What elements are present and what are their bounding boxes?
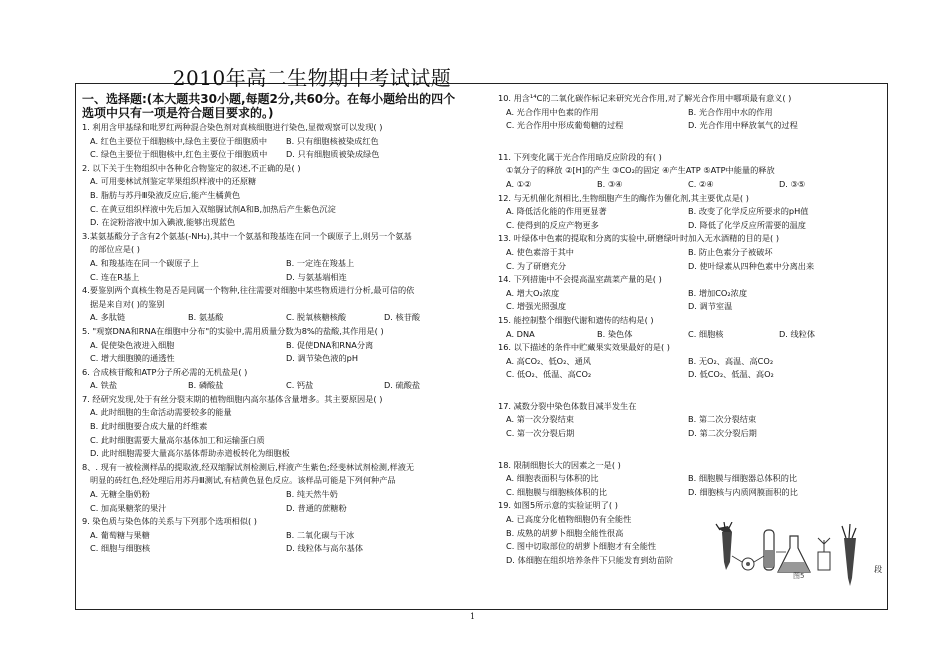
answer-option: D. 第二次分裂后期	[688, 428, 757, 439]
answer-option: C. 增大细胞膜的通透性	[90, 353, 175, 364]
answer-options	[82, 257, 482, 284]
answer-option: B. 改变了化学反应所要求的pH值	[688, 206, 809, 217]
question-stem: 据是来自对( )的鉴别	[90, 298, 165, 309]
question-stem: 10. 用含¹⁴C的二氧化碳作标记来研究光合作用,对了解光合作用中哪项最有意义( )	[498, 93, 792, 103]
answer-option: D. 调节室温	[688, 301, 733, 312]
answer-option: B. 增加CO₂浓度	[688, 287, 748, 298]
answer-option: C. 为了研磨充分	[506, 260, 567, 271]
question-stem: 17. 减数分裂中染色体数目减半发生在	[498, 400, 637, 411]
left-column	[82, 66, 482, 556]
answer-option: D. 只有细胞质被染成绿色	[286, 149, 380, 160]
answer-option: B. 氨基酸	[188, 312, 224, 323]
page-number: 1	[470, 612, 476, 621]
question-stem: 8、. 现有一被检测样品的提取液,经双缩脲试剂检测后,样液产生紫色;经斐林试剂检测,样液无	[82, 461, 415, 472]
answer-option: C. 使得到的反应产物更多	[506, 219, 599, 230]
answer-option: C. 细胞核	[688, 328, 724, 339]
answer-options	[82, 135, 482, 162]
answer-option: A. 细胞表面积与体积的比	[506, 473, 599, 484]
question-item	[498, 151, 870, 192]
section-heading	[82, 92, 482, 120]
culture-tube-icon	[754, 530, 774, 570]
question-item	[498, 400, 870, 441]
answer-options	[498, 413, 870, 440]
question-stem: 6. 合成核苷酸和ATP分子所必需的无机盐是( )	[82, 366, 248, 377]
answer-option: B. 细胞膜与细胞器总体积的比	[688, 473, 798, 484]
answer-options	[82, 488, 482, 515]
figure-label: 图5	[793, 572, 805, 580]
answer-option: A. 红色主要位于细胞核中,绿色主要位于细胞质中	[90, 135, 268, 146]
answer-option: A. 葡萄糖与果糖	[90, 529, 150, 540]
question-stem: 15. 能控制整个细胞代谢和遗传的结构是( )	[498, 314, 654, 325]
answer-options	[498, 328, 870, 342]
question-item	[498, 192, 870, 233]
question-stem: 18. 限制细胞长大的因素之一是( )	[498, 459, 621, 470]
question-stem: 的部位应是( )	[90, 244, 140, 255]
answer-option: D. 调节染色液的pH	[286, 353, 358, 364]
answer-option: D. 硫酸盐	[384, 380, 421, 391]
answer-option: A. 可用斐林试剂鉴定苹果组织样液中的还原糖	[90, 176, 257, 187]
question-stem: 14. 下列措施中不会提高温室蔬菜产量的是( )	[498, 274, 662, 285]
answer-option: C. 加高果糖浆的果汁	[90, 502, 167, 513]
answer-option: D. 体细胞在组织培养条件下只能发育到幼苗阶	[506, 554, 674, 565]
answer-option: B. 二氧化碳与干冰	[286, 529, 355, 540]
question-item	[82, 366, 482, 393]
answer-option: C. 连在R基上	[90, 271, 140, 282]
answer-option: C. 绿色主要位于细胞核中,红色主要位于细胞质中	[90, 149, 268, 160]
question-stem: 19. 如图5所示意的实验证明了( )	[498, 500, 618, 511]
answer-option: B. 此时细胞要合成大量的纤维素	[90, 421, 208, 432]
answer-option: B. 第二次分裂结束	[688, 414, 757, 425]
answer-option: A. 此时细胞的生命活动需要较多的能量	[90, 407, 232, 418]
cell-slice-icon	[732, 556, 754, 570]
answer-option: D. 降低了化学反应所需要的温度	[688, 219, 806, 230]
answer-options	[82, 311, 482, 325]
answer-option: A. 和羧基连在同一个碳原子上	[90, 257, 199, 268]
question-stem: 7. 经研究发现,处于有丝分裂末期的植物细胞内高尔基体含量增多。其主要原因是( )	[82, 393, 383, 404]
answer-options	[82, 175, 482, 229]
answer-option: A. 增大O₂浓度	[506, 287, 560, 298]
carrot-icon	[716, 522, 732, 570]
question-list-left	[82, 121, 482, 556]
answer-option: A. 铁盐	[90, 380, 118, 391]
question-item	[498, 232, 870, 273]
answer-option: C. 细胞膜与细胞核体积的比	[506, 486, 607, 497]
answer-option: B. 促使DNA和RNA分离	[286, 339, 374, 350]
answer-option: B. 只有细胞核被染成红色	[286, 135, 379, 146]
answer-option: B. 纯天然牛奶	[286, 489, 338, 500]
answer-option: A. 使色素溶于其中	[506, 246, 574, 257]
answer-option: D. 核苷酸	[384, 312, 421, 323]
question-item	[82, 121, 482, 162]
question-stem: 16. 以下描述的条件中贮藏果实效果最好的是( )	[498, 342, 670, 353]
answer-option: B. 光合作用中水的作用	[688, 106, 773, 117]
carrot-culture-figure	[714, 522, 864, 588]
answer-options	[498, 246, 870, 273]
question-item	[498, 273, 870, 314]
answer-options	[82, 406, 482, 460]
answer-options	[498, 355, 870, 382]
answer-options	[498, 178, 870, 192]
answer-options	[82, 379, 482, 393]
flask-icon	[776, 536, 810, 572]
answer-option: D. 普通的蔗糖粉	[286, 502, 347, 513]
wrapped-tail-text: 段	[874, 564, 883, 574]
answer-options	[498, 205, 870, 232]
answer-option: B. 染色体	[597, 328, 633, 339]
seedling-icon	[818, 538, 830, 570]
answer-options	[82, 339, 482, 366]
question-item	[498, 92, 870, 133]
answer-option: D. 使叶绿素从四种色素中分离出来	[688, 260, 815, 271]
answer-option: A. 高CO₂、低O₂、通风	[506, 355, 591, 366]
answer-option: D. 低CO₂、低温、高O₂	[688, 369, 774, 380]
answer-options	[498, 472, 870, 499]
answer-option: A. 降低活化能的作用更显著	[506, 206, 607, 217]
question-item	[82, 230, 482, 284]
answer-option: A. 已高度分化植物细胞仍有全能性	[506, 514, 632, 525]
answer-option: D. 线粒体	[779, 328, 816, 339]
answer-option: C. 细胞与细胞核	[90, 543, 151, 554]
answer-option: A. 光合作用中色素的作用	[506, 106, 599, 117]
answer-option: B. 成熟的胡萝卜细胞全能性很高	[506, 527, 624, 538]
question-item	[82, 515, 482, 556]
answer-option: D. ③⑤	[779, 178, 806, 189]
question-item	[498, 314, 870, 341]
mature-carrot-icon	[842, 524, 856, 586]
answer-option: B. ③④	[597, 178, 623, 189]
answer-option: C. 第一次分裂后期	[506, 428, 575, 439]
question-item	[82, 162, 482, 230]
section-heading-line2: 选项中只有一项是符合题目要求的。)	[82, 106, 274, 120]
question-item	[498, 341, 870, 382]
answer-option: C. 增强光照强度	[506, 301, 567, 312]
answer-option: A. 促使染色液进入细胞	[90, 339, 175, 350]
answer-option: C. 在黄豆组织样液中先后加入双缩脲试剂A和B,加热后产生紫色沉淀	[90, 203, 336, 214]
question-item	[498, 459, 870, 500]
answer-option: C. 光合作用中形成葡萄糖的过程	[506, 120, 624, 131]
question-stem: ①氧分子的释放 ②[H]的产生 ③CO₂的固定 ④产生ATP ⑤ATP中能量的释放	[506, 165, 775, 176]
question-item	[82, 325, 482, 366]
right-column	[498, 92, 870, 567]
answer-option: D. 在淀粉溶液中加入碘液,能够出现蓝色	[90, 217, 236, 228]
answer-option: B. 一定连在羧基上	[286, 257, 355, 268]
question-item	[82, 284, 482, 325]
question-stem: 4.要鉴别两个真核生物是否是同属一个物种,往往需要对细胞中某些物质进行分析,最可信的依	[82, 285, 415, 296]
answer-option: A. 第一次分裂结束	[506, 414, 574, 425]
question-stem: 9. 染色质与染色体的关系与下列那个选项相似( )	[82, 516, 257, 527]
answer-option: B. 防止色素分子被破坏	[688, 246, 773, 257]
question-list-right	[498, 92, 870, 567]
answer-option: B. 无O₂、高温、高CO₂	[688, 355, 774, 366]
answer-option: C. ②④	[688, 178, 714, 189]
answer-option: A. DNA	[506, 328, 535, 339]
answer-option: C. 脱氧核糖核酸	[286, 312, 347, 323]
question-item	[82, 393, 482, 461]
question-stem: 5. "观察DNA和RNA在细胞中分布"的实验中,需用质量分数为8%的盐酸,其作用是( )	[82, 325, 384, 336]
question-stem: 1. 利用含甲基绿和吡罗红两种混合染色剂对真核细胞进行染色,显微观察可以发现( )	[82, 122, 383, 132]
answer-options	[498, 106, 870, 133]
answer-options	[82, 529, 482, 556]
answer-option: B. 磷酸盐	[188, 380, 224, 391]
question-stem: 11. 下列变化属于光合作用暗反应阶段的有( )	[498, 151, 662, 162]
answer-option: B. 脂肪与苏丹Ⅲ染液反应后,能产生橘黄色	[90, 189, 241, 200]
exam-title: 2010年高二生物期中考试试题	[172, 66, 452, 90]
answer-option: D. 此时细胞需要大量高尔基体帮助赤道板转化为细胞板	[90, 448, 290, 459]
answer-option: A. 无糖全脂奶粉	[90, 489, 150, 500]
question-stem: 3.某氨基酸分子含有2个氨基(-NH₂),其中一个氨基和羧基连在同一个碳原子上,则另一个氨基	[82, 230, 412, 241]
answer-option: C. 图中切取部位的胡萝卜细胞才有全能性	[506, 541, 657, 552]
answer-option: D. 与氨基端相连	[286, 271, 347, 282]
answer-option: C. 低O₂、低温、高CO₂	[506, 369, 592, 380]
answer-options	[498, 287, 870, 314]
answer-option: C. 此时细胞需要大量高尔基体加工和运输蛋白质	[90, 434, 265, 445]
question-stem: 12. 与无机催化剂相比,生物细胞产生的酶作为催化剂,其主要优点是( )	[498, 192, 749, 203]
section-heading-line1: 一、选择题:(本大题共30小题,每题2分,共60分。在每小题给出的四个	[82, 92, 456, 106]
question-item	[82, 461, 482, 515]
answer-option: A. 多肽链	[90, 312, 126, 323]
question-stem: 明显的砖红色,经处理后用苏丹Ⅲ测试,有桔黄色显色反应。该样品可能是下列何种产品	[90, 475, 396, 486]
answer-option: A. ①②	[506, 178, 532, 189]
answer-option: D. 细胞核与内质网膜面积的比	[688, 486, 798, 497]
question-stem: 2. 以下关于生物组织中各种化合物鉴定的叙述,不正确的是( )	[82, 162, 301, 173]
answer-option: D. 线粒体与高尔基体	[286, 543, 364, 554]
answer-option: D. 光合作用中释放氧气的过程	[688, 120, 798, 131]
question-stem: 13. 叶绿体中色素的提取和分离的实验中,研磨绿叶时加入无水酒精的目的是( )	[498, 233, 780, 244]
answer-option: C. 钙盐	[286, 380, 314, 391]
